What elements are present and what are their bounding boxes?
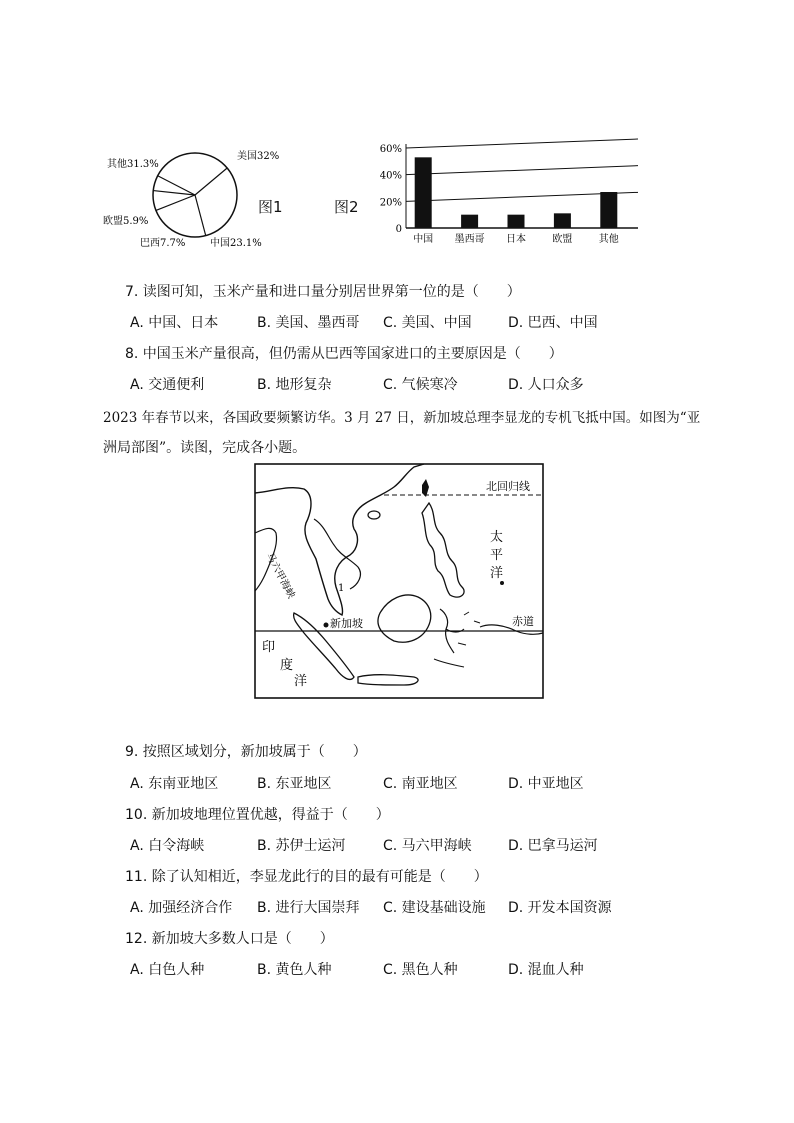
q11-option-d[interactable]: D. 开发本国资源 [508,900,612,916]
pacific-dot [500,581,504,585]
strait-label: 马六甲海峡 [263,551,297,601]
x-tick-label: 墨西哥 [454,234,485,245]
indian-label-3: 洋 [294,674,308,689]
bar [600,192,617,228]
pie-group [103,149,279,249]
pacific-label-3: 洋 [490,566,504,581]
singapore-marker [324,623,329,628]
q9-option-d[interactable]: D. 中亚地区 [508,776,584,792]
gridline [406,166,638,175]
gridline [406,139,638,148]
passage-line-2: 洲局部图”。读图，完成各小题。 [103,440,307,456]
pie-slice-label: 巴西7.7% [140,238,186,249]
q11-option-a[interactable]: A. 加强经济合作 [130,900,233,916]
pie-slice-label: 其他31.3% [107,159,159,170]
equator-label: 赤道 [512,615,534,628]
pie-slice-label: 欧盟5.9% [103,216,149,227]
q8-option-a[interactable]: A. 交通便利 [130,377,205,393]
q7-option-c[interactable]: C. 美国、中国 [383,315,472,331]
q8-option-b[interactable]: B. 地形复杂 [257,377,332,393]
q7-option-a[interactable]: A. 中国、日本 [130,315,219,331]
pie-slice-label: 中国23.1% [210,238,262,249]
asia-partial-map [254,463,544,699]
bar [554,213,571,228]
question-9-stem: 9. 按照区域划分，新加坡属于（ ） [125,744,367,760]
q9-option-a[interactable]: A. 东南亚地区 [130,776,219,792]
y-tick-label: 0 [395,224,402,235]
q12-option-b[interactable]: B. 黄色人种 [257,962,332,978]
bar [415,157,432,228]
q12-option-d[interactable]: D. 混血人种 [508,962,584,978]
q10-option-d[interactable]: D. 巴拿马运河 [508,838,598,854]
bar [508,215,525,228]
q9-option-b[interactable]: B. 东亚地区 [257,776,332,792]
q10-option-b[interactable]: B. 苏伊士运河 [257,838,346,854]
question-12-stem: 12. 新加坡大多数人口是（ ） [125,931,334,947]
y-tick-label: 40% [379,170,402,182]
x-tick-label: 中国 [413,234,434,245]
pacific-label-1: 太 [490,530,504,545]
indian-label-2: 度 [280,658,294,673]
pie-slice-label: 美国32% [237,151,280,162]
q11-option-b[interactable]: B. 进行大国崇拜 [257,900,360,916]
singapore-label: 新加坡 [330,617,363,630]
q8-option-d[interactable]: D. 人口众多 [508,377,584,393]
figure2-bar-chart [370,130,645,250]
q10-option-a[interactable]: A. 白令海峡 [130,838,205,854]
figure2-caption: 图2 [334,198,359,216]
bar [461,215,478,228]
passage-line-1: 2023 年春节以来，各国政要频繁访华。3 月 27 日，新加坡总理李显龙的专机飞抵中国。如图为“亚 [103,410,701,426]
y-tick-label: 60% [379,144,402,155]
q7-option-d[interactable]: D. 巴西、中国 [508,315,598,331]
x-tick-label: 其他 [598,234,619,245]
q9-option-c[interactable]: C. 南亚地区 [383,776,458,792]
q12-option-c[interactable]: C. 黑色人种 [383,962,458,978]
x-tick-label: 日本 [506,234,526,245]
q11-option-c[interactable]: C. 建设基础设施 [383,900,486,916]
q7-option-b[interactable]: B. 美国、墨西哥 [257,315,360,331]
q10-option-c[interactable]: C. 马六甲海峡 [383,838,472,854]
pacific-label-2: 平 [490,548,504,563]
question-10-stem: 10. 新加坡地理位置优越，得益于（ ） [125,807,390,823]
x-tick-label: 欧盟 [552,234,573,245]
question-11-stem: 11. 除了认知相近，李显龙此行的目的最有可能是（ ） [125,869,488,885]
q8-option-c[interactable]: C. 气候寒冷 [383,377,458,393]
question-7-stem: 7. 读图可知，玉米产量和进口量分别居世界第一位的是（ ） [125,284,521,300]
indian-label-1: 印 [262,640,276,655]
question-8-stem: 8. 中国玉米产量很高，但仍需从巴西等国家进口的主要原因是（ ） [125,346,563,362]
q12-option-a[interactable]: A. 白色人种 [130,962,205,978]
tropic-label: 北回归线 [486,480,530,493]
y-tick-label: 20% [379,197,402,209]
figure1-caption: 图1 [258,198,283,216]
map-number-marker: 1 [338,583,345,594]
